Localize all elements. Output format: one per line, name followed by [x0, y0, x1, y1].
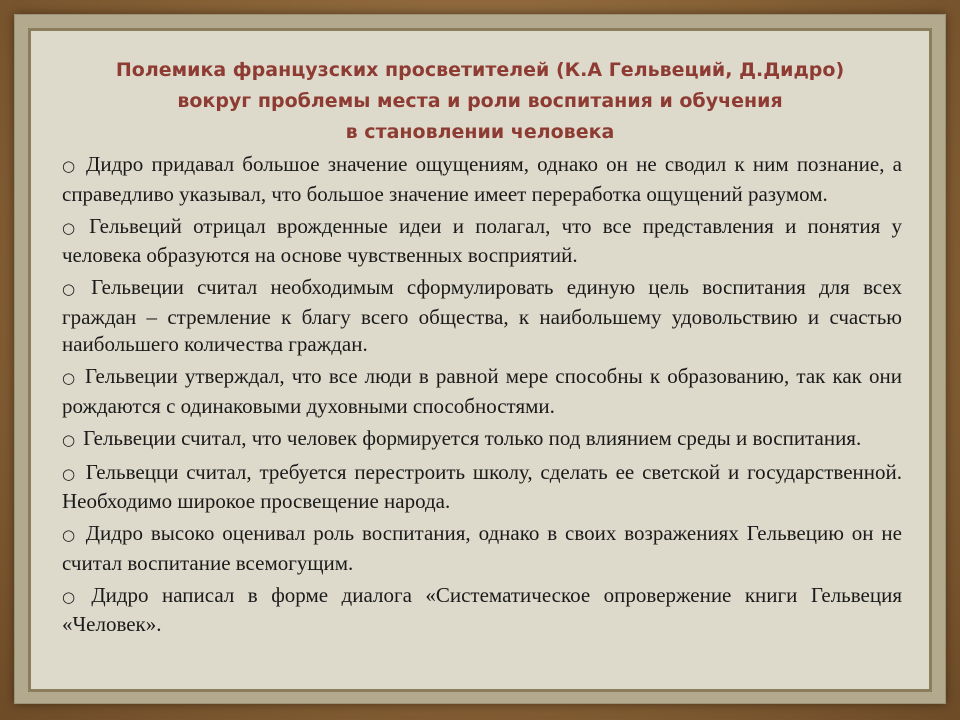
- list-item-text: Дидро придавал большое значение ощущениям, однако он не сводил к ним познание, а справедливо указывал, что большое значение имеет переработка ощущений разумом.: [62, 152, 902, 206]
- circle-bullet-icon: ○: [62, 280, 84, 298]
- circle-bullet-icon: ○: [62, 157, 79, 175]
- list-item-text: Гельвеций отрицал врожденные идеи и полагал, что все представления и понятия у человека образуются на основе чувственных восприятий.: [62, 213, 902, 267]
- list-item-text: Дидро написал в форме диалога «Систематическое опровержение книги Гельвеция «Человек».: [62, 582, 903, 636]
- list-item: [62, 582, 902, 639]
- circle-bullet-icon: ○: [62, 430, 76, 449]
- list-item: [62, 363, 902, 420]
- list-item-text: Гельвеции считал необходимым сформулировать единую цель воспитания для всех граждан – стремление к благу всего общества, к наибольшему удовольствию и счастью наибольшего количества граждан.: [62, 275, 902, 356]
- circle-bullet-icon: ○: [62, 464, 78, 483]
- list-item-text: Гельвеции утверждал, что все люди в равной мере способны к образованию, так как они рождаются с одинаковыми духовными способностями.: [62, 364, 903, 418]
- list-item-text: Гельвеции считал, что человек формируется только под влиянием среды и воспитания.: [83, 425, 862, 450]
- list-item: [62, 459, 902, 516]
- list-item-text: Дидро высоко оценивал роль воспитания, однако в своих возражениях Гельвецию он не считал воспитание всемогущим.: [62, 521, 902, 575]
- list-item: [62, 274, 902, 359]
- list-item: [62, 213, 902, 270]
- title-line-2: вокруг проблемы места и роли воспитания и обучения: [177, 90, 783, 112]
- circle-bullet-icon: ○: [62, 587, 84, 606]
- bullet-list: [62, 151, 902, 643]
- slide-content-panel: [28, 28, 932, 692]
- list-item: [62, 151, 902, 208]
- list-item: [62, 520, 902, 577]
- list-item-text: Гельвецци считал, требуется перестроить школу, сделать ее светской и государственной. Необходимо широкое просвещение народа.: [62, 459, 902, 513]
- title-line-1: Полемика французских просветителей (К.А Гельвеций, Д.Дидро): [115, 59, 845, 81]
- title-line-3: в становлении человека: [345, 121, 615, 143]
- slide-title: [31, 55, 929, 148]
- circle-bullet-icon: ○: [62, 218, 82, 237]
- circle-bullet-icon: ○: [62, 526, 78, 544]
- list-item: [62, 425, 902, 455]
- circle-bullet-icon: ○: [62, 369, 77, 387]
